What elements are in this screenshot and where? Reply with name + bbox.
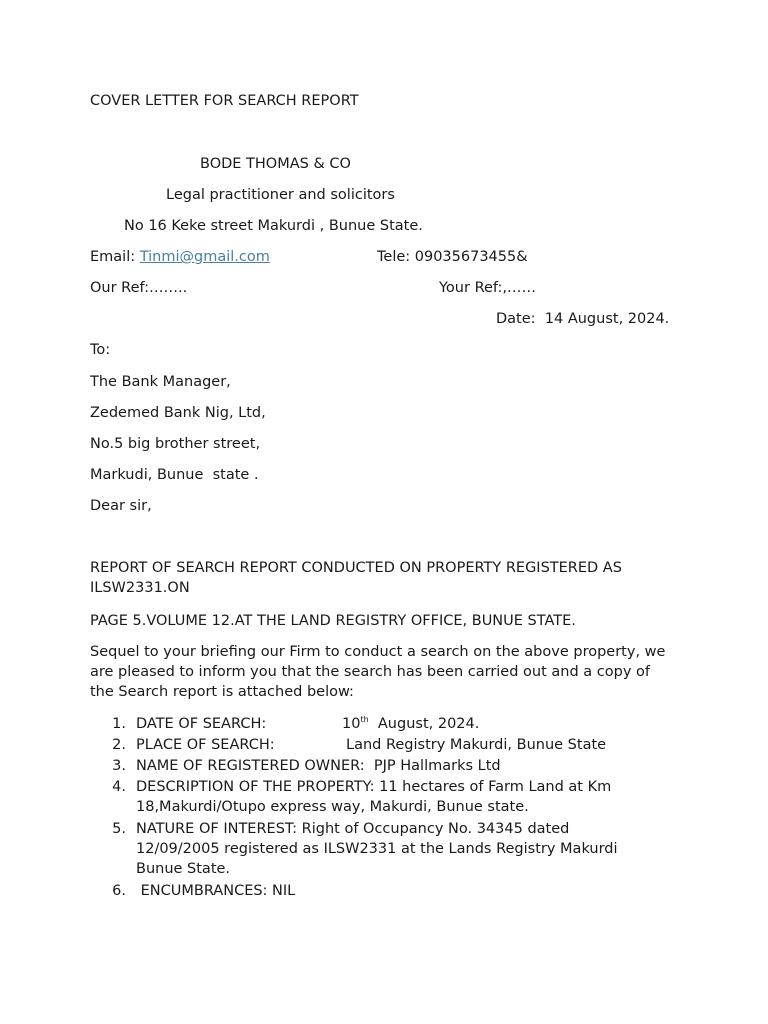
list-item: NAME OF REGISTERED OWNER: PJP Hallmarks Ltd [136, 758, 501, 774]
recipient-line-1: The Bank Manager, [90, 374, 231, 390]
list-item [136, 714, 676, 734]
recipient-line-3: No.5 big brother street, [90, 436, 261, 452]
letter-heading: COVER LETTER FOR SEARCH REPORT [90, 93, 359, 109]
our-ref: Our Ref:…….. [90, 280, 188, 296]
recipient-line-4: Markudi, Bunue state . [90, 467, 259, 483]
list-item: NATURE OF INTEREST: Right of Occupancy No. 34345 dated 12/09/2005 registered as ILSW2331 at the Lands Registry Makurdi Bunue State. [136, 821, 618, 877]
list-item: DESCRIPTION OF THE PROPERTY: 11 hectares of Farm Land at Km 18,Makurdi/Otupo express way, Makurdi, Bunue state. [136, 779, 612, 815]
list-item-value-sup: th [360, 715, 369, 725]
email-link[interactable]: Tinmi@gmail.com [139, 249, 270, 265]
email-label: Email: [90, 249, 140, 265]
salutation: Dear sir, [90, 498, 152, 514]
subject-line-1: REPORT OF SEARCH REPORT CONDUCTED ON PROPERTY REGISTERED AS ILSW2331.ON [90, 560, 622, 596]
recipient-to: To: [90, 342, 111, 358]
list-item-value: August, 2024. [368, 716, 480, 732]
list-item-number: 5. [112, 821, 126, 837]
firm-name: BODE THOMAS & CO [200, 156, 351, 172]
list-item-number: 2. [112, 737, 126, 753]
list-item-label: PLACE OF SEARCH: [136, 737, 275, 753]
list-item-value-day: 10 [342, 716, 361, 732]
letter-date: Date: 14 August, 2024. [496, 311, 670, 327]
body-paragraph: Sequel to your briefing our Firm to conduct a search on the above property, we are pleased to inform you that the search has been carried out and a copy of the Search report is attached below: [90, 644, 666, 700]
list-item-label: DATE OF SEARCH: [136, 716, 267, 732]
list-item-number: 4. [112, 779, 126, 795]
recipient-line-2: Zedemed Bank Nig, Ltd, [90, 405, 266, 421]
email-line [90, 247, 270, 267]
firm-description: Legal practitioner and solicitors [166, 187, 395, 203]
subject-line-2: PAGE 5.VOLUME 12.AT THE LAND REGISTRY OFFICE, BUNUE STATE. [90, 613, 576, 629]
list-item [136, 735, 676, 755]
telephone: Tele: 09035673455& [377, 249, 528, 265]
list-item: ENCUMBRANCES: NIL [136, 883, 296, 899]
list-item-number: 6. [112, 883, 126, 899]
list-item-number: 1. [112, 716, 126, 732]
your-ref: Your Ref:,…… [439, 280, 536, 296]
firm-address: No 16 Keke street Makurdi , Bunue State. [124, 218, 423, 234]
list-item-value: Land Registry Makurdi, Bunue State [346, 737, 607, 753]
list-item-number: 3. [112, 758, 126, 774]
